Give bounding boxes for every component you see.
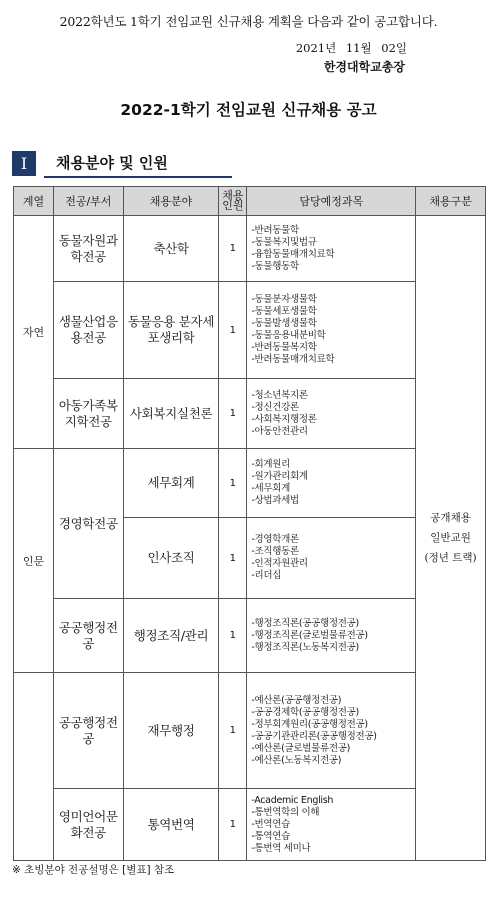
department-cell: 생물산업응용전공 xyxy=(53,282,123,379)
subject-item: -예산론(공공행정전공) xyxy=(251,694,342,706)
subject-item: -반려동물학 xyxy=(251,224,299,236)
subject-item: -동물분자생물학 xyxy=(251,294,317,305)
table-row xyxy=(14,379,486,449)
subjects-cell xyxy=(247,449,416,518)
field-cell: 재무행정 xyxy=(123,673,219,789)
subjects-cell xyxy=(247,379,416,449)
department-cell: 공공행정전공 xyxy=(53,673,123,789)
subject-item: -행정조직론(공공행정전공) xyxy=(251,617,359,629)
division-cell xyxy=(14,673,54,861)
field-cell: 행정조직/관리 xyxy=(123,599,219,673)
subject-item: -예산론(글로벌물류전공) xyxy=(251,742,351,754)
count-cell: 1 xyxy=(219,379,247,449)
count-cell: 1 xyxy=(219,518,247,599)
subject-item: -통번역 세미나 xyxy=(251,842,311,854)
count-cell: 1 xyxy=(219,673,247,789)
subject-item: -통번역학의 이해 xyxy=(251,806,320,818)
page-title: 2022-1학기 전임교원 신규채용 공고 xyxy=(120,101,377,119)
table-row xyxy=(14,216,486,282)
section-underline xyxy=(44,176,232,178)
subject-item: -리더십 xyxy=(251,570,282,581)
count-cell: 1 xyxy=(219,216,247,282)
subject-item: -동물복지및법규 xyxy=(251,236,317,248)
count-cell: 1 xyxy=(219,449,247,518)
field-cell: 사회복지실천론 xyxy=(123,379,219,449)
header-field: 채용분야 xyxy=(123,187,219,216)
subjects-cell xyxy=(247,518,416,599)
subject-item: -세무회계 xyxy=(251,483,290,494)
subject-item: -동물발생생물학 xyxy=(251,318,317,329)
header-division: 계열 xyxy=(14,187,54,216)
subject-item: -융합동물매개치료학 xyxy=(251,248,335,260)
subjects-cell xyxy=(247,673,416,789)
section-number: I xyxy=(12,151,36,176)
division-cell: 인문 xyxy=(14,449,54,673)
issuer-name: 한경대학교총장 xyxy=(323,60,405,74)
table-row xyxy=(14,673,486,789)
recruitment-table xyxy=(13,186,486,861)
subject-item: -원가관리회계 xyxy=(251,471,308,482)
subject-item: -예산론(노동복지전공) xyxy=(251,754,342,766)
notice-intro: 2022학년도 1학기 전임교원 신규채용 계획을 다음과 같이 공고합니다. xyxy=(59,14,438,29)
table-row xyxy=(14,449,486,518)
subject-item: -공공경제학(공공행정전공) xyxy=(251,706,359,718)
subject-item: -동물응용내분비학 xyxy=(251,330,326,341)
subject-item: -행정조직론(노동복지전공) xyxy=(251,641,359,653)
hire-type-label: 공개채용 일반교원 (정년 트랙) xyxy=(424,512,477,564)
subject-item: -반려동물복지학 xyxy=(251,342,317,353)
subject-item: -정부회계원리(공공행정전공) xyxy=(251,718,368,730)
count-cell: 1 xyxy=(219,282,247,379)
subject-item: -행정조직론(글로벌물류전공) xyxy=(251,629,368,641)
subject-item: -통역연습 xyxy=(251,830,290,842)
subjects-cell xyxy=(247,282,416,379)
subject-item: -사회복지행정론 xyxy=(251,413,317,425)
department-cell: 영미언어문화전공 xyxy=(53,789,123,861)
division-cell: 자연 xyxy=(14,216,54,449)
department-cell: 경영학전공 xyxy=(53,449,123,599)
subject-item: -동물세포생물학 xyxy=(251,306,317,317)
count-cell: 1 xyxy=(219,599,247,673)
subjects-cell xyxy=(247,216,416,282)
header-subjects: 담당예정과목 xyxy=(247,187,416,216)
subject-item: -인적자원관리 xyxy=(251,558,308,569)
subject-item: -공공기관관리론(공공행정전공) xyxy=(251,730,377,742)
count-cell: 1 xyxy=(219,789,247,861)
department-cell: 동물자원과학전공 xyxy=(53,216,123,282)
department-cell: 아동가족복지학전공 xyxy=(53,379,123,449)
field-cell: 축산학 xyxy=(123,216,219,282)
field-cell: 세무회계 xyxy=(123,449,219,518)
header-department: 전공/부서 xyxy=(53,187,123,216)
subject-item: -청소년복지론 xyxy=(251,389,308,401)
notice-date: 2021년 11월 02일 xyxy=(295,41,407,55)
department-cell: 공공행정전공 xyxy=(53,599,123,673)
subject-item: -Academic English xyxy=(251,794,334,806)
section-title: 채용분야 및 인원 xyxy=(56,154,168,172)
subject-item: -번역연습 xyxy=(251,818,290,830)
subject-item: -경영학개론 xyxy=(251,534,299,545)
hire-type-cell xyxy=(416,216,486,861)
field-cell: 통역번역 xyxy=(123,789,219,861)
subjects-cell xyxy=(247,599,416,673)
header-count-label: 채용 인원 xyxy=(222,189,244,212)
table-header-row xyxy=(14,187,486,216)
footnote: ※ 초빙분야 전공설명은 [별표] 참조 xyxy=(12,864,175,876)
subject-item: -회계원리 xyxy=(251,459,290,470)
subject-item: -정신건강론 xyxy=(251,401,299,413)
subject-item: -반려동물매개치료학 xyxy=(251,354,335,365)
subjects-cell xyxy=(247,789,416,861)
field-cell: 인사조직 xyxy=(123,518,219,599)
subject-item: -상법과세법 xyxy=(251,495,299,506)
table-row xyxy=(14,599,486,673)
table-row xyxy=(14,789,486,861)
subject-item: -동물행동학 xyxy=(251,260,299,272)
header-hire-type: 채용구분 xyxy=(416,187,486,216)
table-row xyxy=(14,282,486,379)
field-cell: 동물응용 분자세포생리학 xyxy=(123,282,219,379)
subject-item: -아동안전관리 xyxy=(251,425,308,437)
header-count xyxy=(219,187,247,216)
subject-item: -조직행동론 xyxy=(251,546,299,557)
